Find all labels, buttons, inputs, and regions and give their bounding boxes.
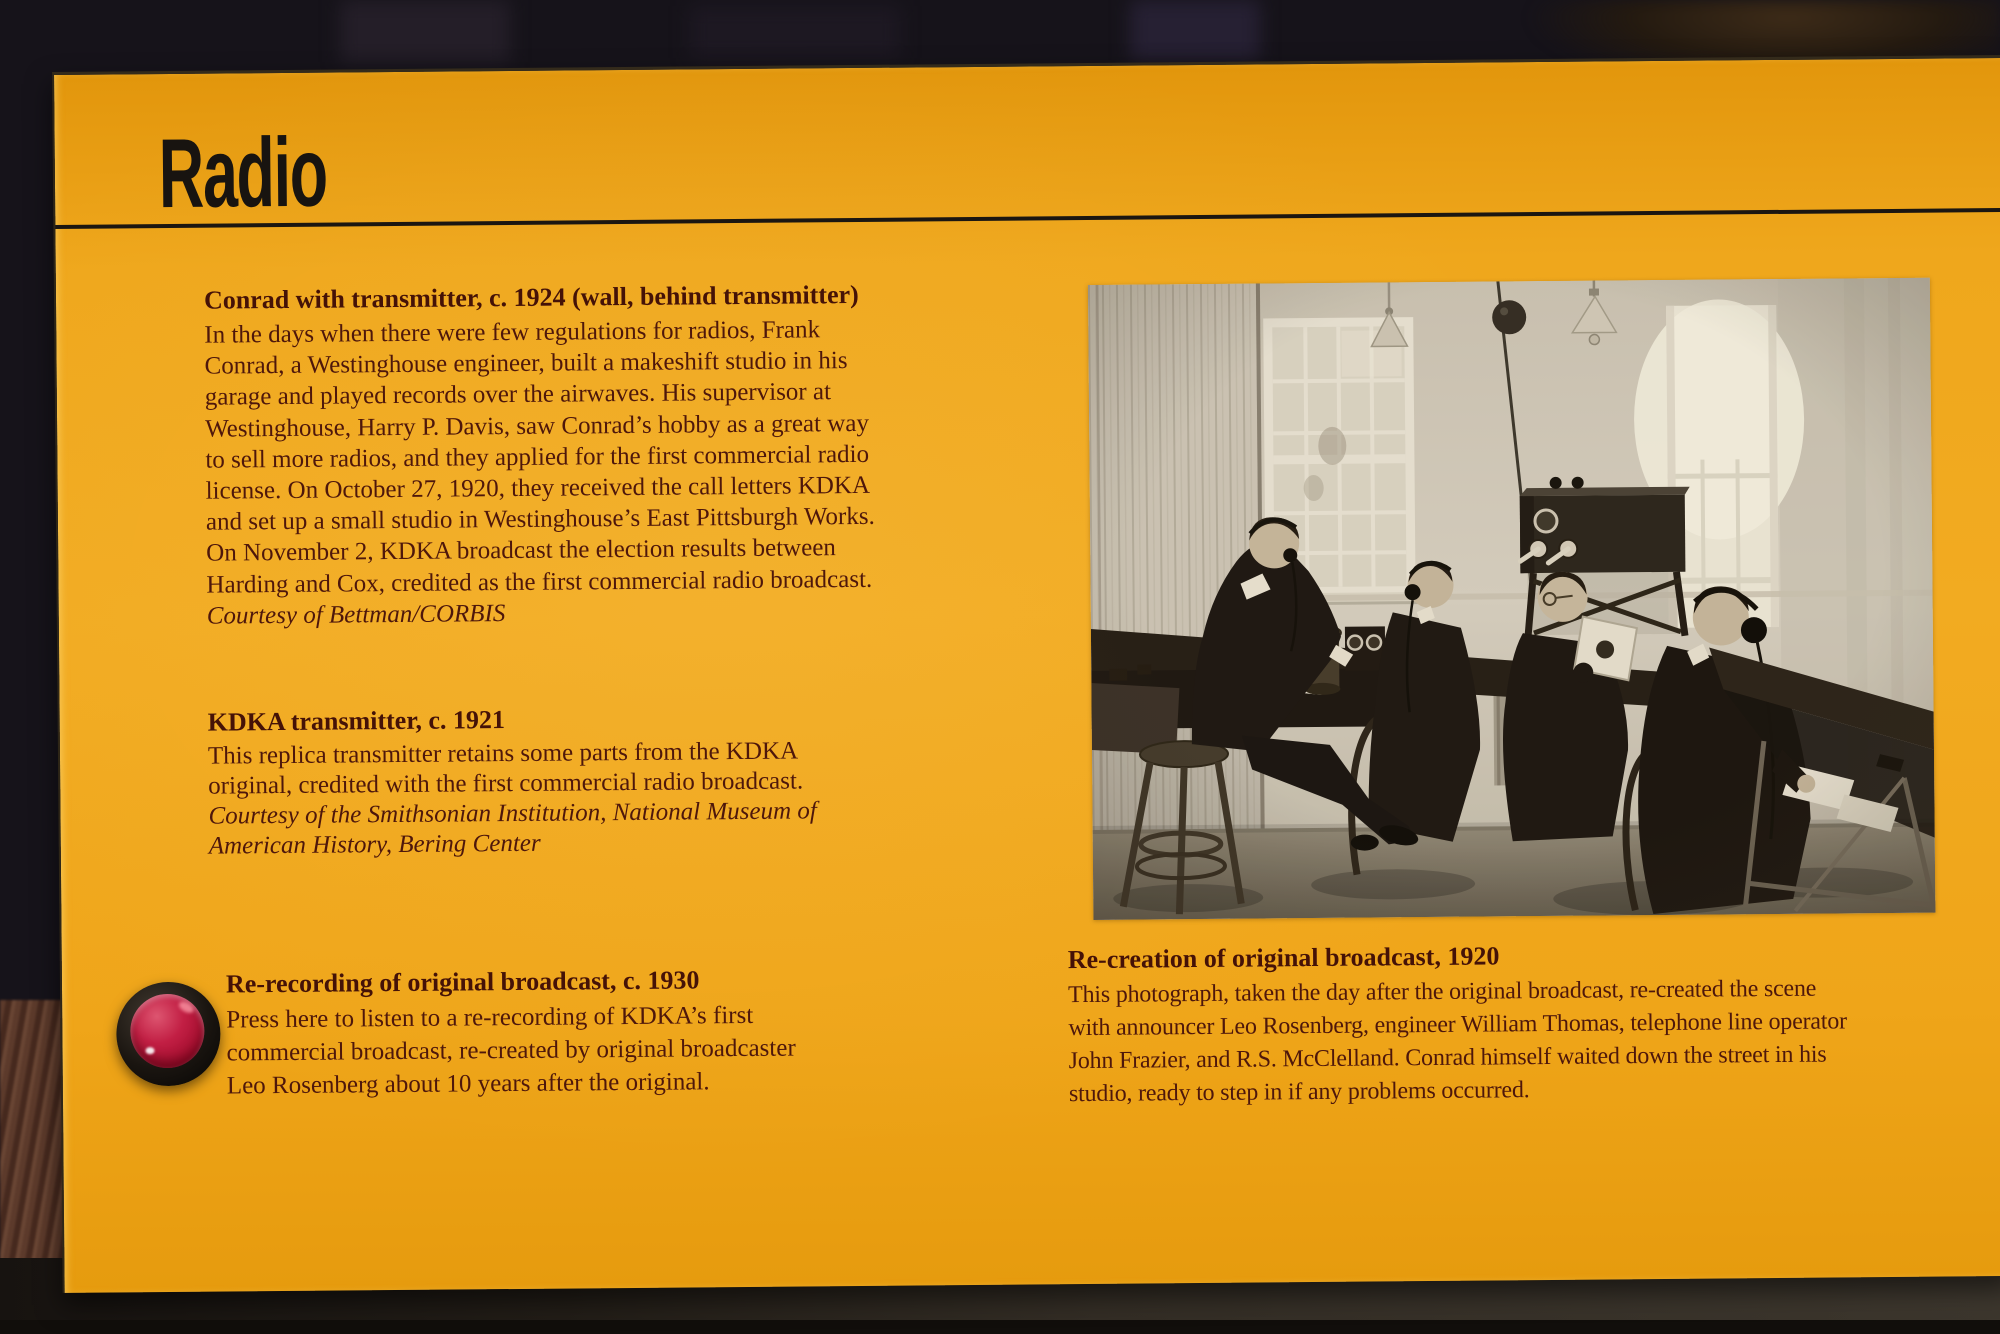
caption-body: This photograph, taken the day after the original broadcast, re-created the scene with announcer Leo Rosenberg, engineer William Thomas, telephone line operator John Frazier, and R.S. McClelland. Conrad himself waited down the street in his studio, ready to step in if any problems occurred. [1067, 975, 1848, 1108]
photo-caption [1068, 938, 1848, 1111]
caption-heading: Re-creation of original broadcast, 1920 [1067, 941, 1500, 975]
section-body: In the days when there were few regulations for radios, Frank Conrad, a Westinghouse engineer, built a makeshift studio in his garage and played records over the airwaves. His supervisor at Westinghouse, Harry P. Davis, saw Conrad’s hobby as a great way to sell more radios, and they applied for the first commercial radio license. On October 27, 1920, they received the call letters KDKA and set up a small studio in Westinghouse’s East Pittsburgh Works. On November 2, KDKA broadcast the election results between Harding and Cox, credited as the first commercial radio broadcast. [204, 316, 875, 599]
exhibit-photo [1088, 278, 1936, 920]
section-heading: Conrad with transmitter, c. 1924 (wall, behind transmitter) [203, 279, 859, 315]
background-shape [340, 0, 510, 62]
exhibit-photo-svg [1088, 278, 1936, 920]
section-kdka-transmitter [208, 702, 818, 861]
red-push-button[interactable] [116, 982, 221, 1087]
section-heading: KDKA transmitter, c. 1921 [207, 705, 506, 737]
section-body: Press here to listen to a re-recording of KDKA’s first commercial broadcast, re-created by original broadcaster Leo Rosenberg about 10 years after the original. [226, 1001, 796, 1100]
section-body: This replica transmitter retains some parts from the KDKA original, credited with the first commercial radio broadcast. [207, 737, 804, 800]
red-push-button-cap [130, 994, 205, 1069]
section-heading: Re-recording of original broadcast, c. 1930 [225, 965, 700, 999]
title-rule [55, 208, 2000, 229]
panel-title: Radio [158, 116, 328, 229]
section-rerecording [226, 965, 796, 1103]
section-conrad [204, 280, 876, 632]
background-shape [690, 6, 900, 58]
exhibit-panel [52, 55, 2000, 1293]
photo-credit: Courtesy of the Smithsonian Institution, National Museum of American History, Bering Center [208, 797, 817, 860]
background-shape [1130, 0, 1260, 60]
photo-credit: Courtesy of Bettman/CORBIS [206, 599, 506, 630]
